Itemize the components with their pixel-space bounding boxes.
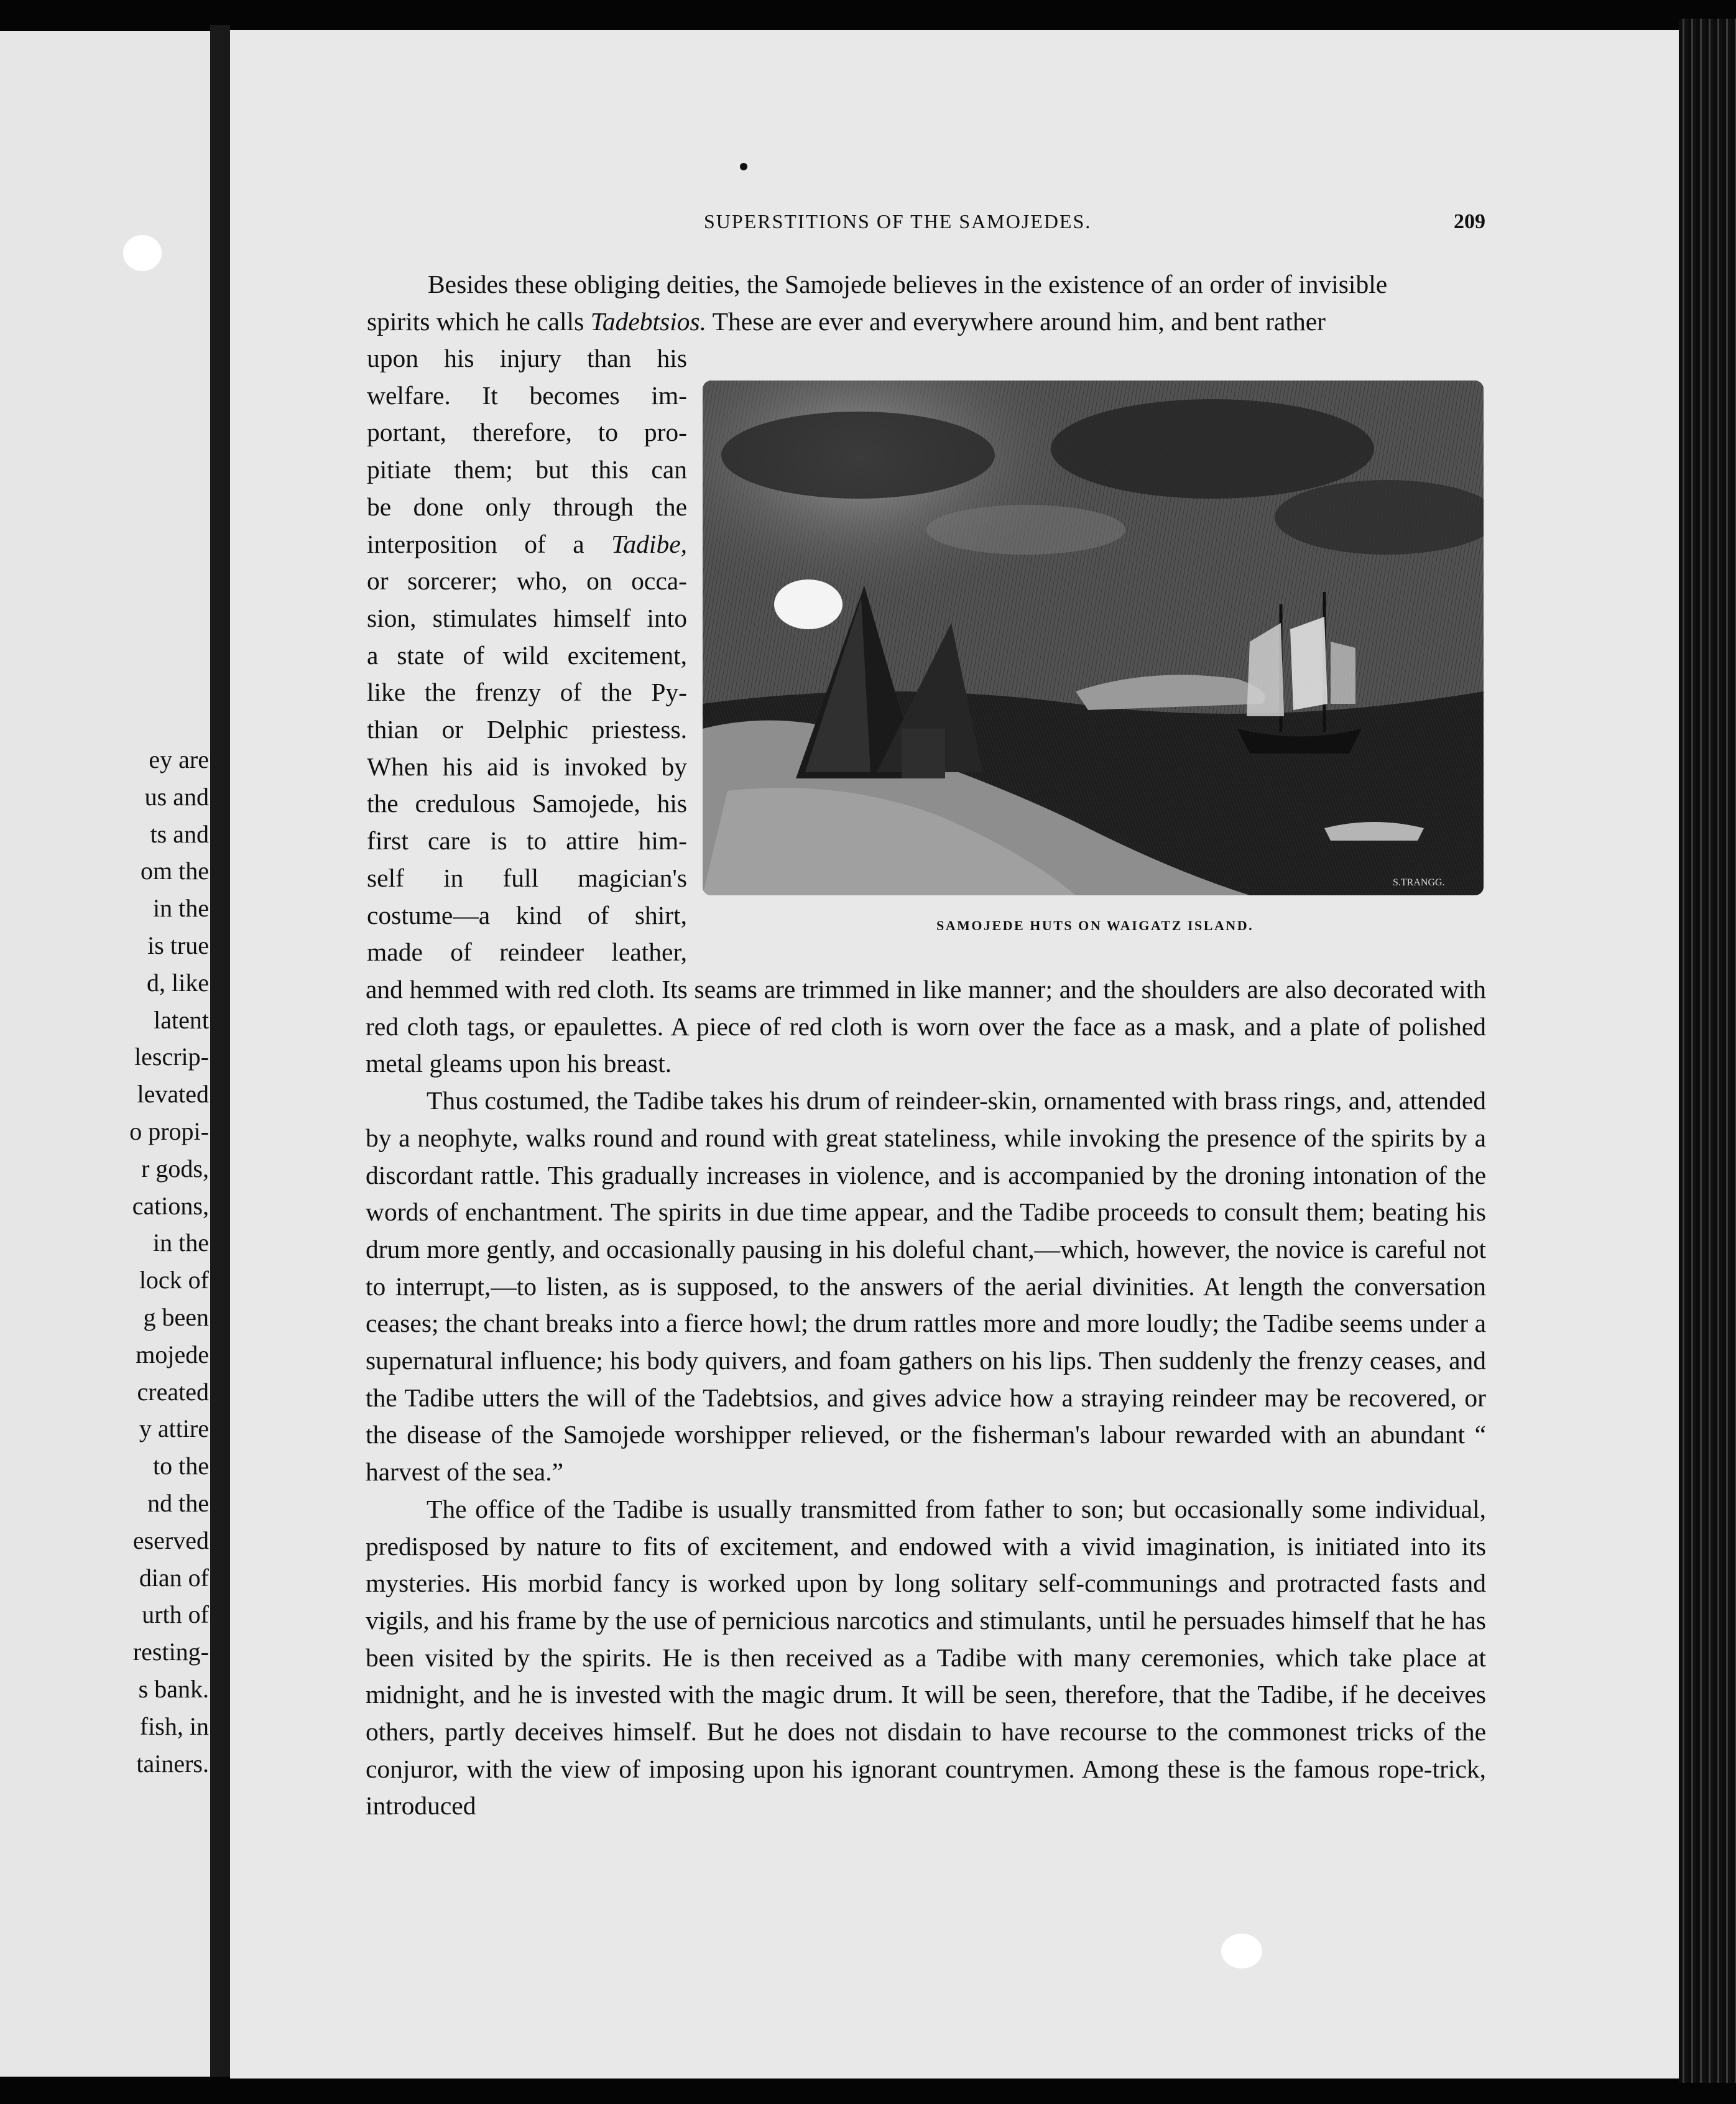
previous-page-line: in the: [153, 894, 209, 923]
previous-page-line: lock of: [139, 1266, 209, 1294]
previous-page-line: lescrip-: [134, 1043, 209, 1071]
intro-line-1: Besides these obliging deities, the Samojede believes in the existence of an order of invisible: [428, 270, 1388, 298]
beside-figure-line: upon his injury than his: [367, 344, 687, 372]
previous-page-line: us and: [144, 782, 209, 811]
previous-page-line: dian of: [139, 1563, 209, 1592]
paragraph-1-continuation: and hemmed with red cloth. Its seams are trimmed in like manner; and the shoulders are also decorated with red cloth tags, or epaulettes. A piece of red cloth is worn over the face as a mask, and a plate of polished metal gleams upon his breast.: [366, 975, 1486, 1078]
previous-page-line: y attire: [139, 1414, 209, 1443]
scan-artifact: [1221, 1934, 1262, 1968]
page-number: 209: [1454, 210, 1485, 233]
previous-page-line: cations,: [132, 1191, 209, 1220]
text-beside-figure: [367, 340, 687, 971]
beside-figure-line: be done only through the: [367, 492, 687, 521]
previous-page-line: o propi-: [129, 1117, 209, 1145]
previous-page-line: fish, in: [139, 1712, 209, 1740]
intro-line-2: [367, 303, 1486, 341]
previous-page-line: levated: [137, 1080, 209, 1109]
beside-figure-line: pitiate them; but this can: [367, 455, 687, 484]
previous-page-line: to the: [153, 1452, 209, 1480]
book-gutter: [210, 25, 230, 2077]
previous-page-line: tainers.: [136, 1749, 209, 1778]
italic-term: Tadebtsios.: [590, 307, 707, 336]
previous-page-line: ts and: [150, 819, 209, 848]
beside-figure-line: portant, therefore, to pro-: [367, 418, 687, 447]
ghost-line: [11, 298, 210, 336]
previous-page-line: r gods,: [141, 1154, 209, 1183]
previous-page-line: urth of: [142, 1600, 209, 1629]
beside-figure-line: interposition of a Tadibe,: [367, 529, 687, 558]
body-text: [366, 971, 1486, 1825]
previous-page-line: resting-: [132, 1638, 209, 1666]
previous-page-line: latent: [154, 1005, 209, 1034]
beside-figure-line: made of reindeer leather,: [367, 938, 687, 967]
beside-figure-line: a state of wild excitement,: [367, 640, 687, 670]
engraving-image: [703, 381, 1484, 895]
previous-page-line: eserved: [132, 1526, 209, 1554]
previous-page-line: d, like: [147, 968, 209, 997]
beside-figure-line: welfare. It becomes im-: [367, 381, 687, 410]
previous-page-line: in the: [153, 1229, 209, 1257]
paragraph-3: The office of the Tadibe is usually transmitted from father to son; but occasionally some individual, predisposed by nature to fits of excitement, and endowed with a vivid imagination, is initiated into its mysteries. His morbid fancy is worked upon by long solitary self-communings and protracted fasts and vigils, and his frame by the use of pernicious narcotics and stimulants, until he persuades himself that he has been visited by the spirits. He is then received as a Tadibe with many ceremonies, which take place at midnight, and he is invested with the magic drum. It will be seen, therefore, that the Tadibe, if he deceives others, partly deceives himself. But he does not disdain to have recourse to the commonest tricks of the conjuror, with the view of imposing upon his ignorant countrymen. Among these is the famous rope-trick, introduced: [366, 1494, 1486, 1820]
intro-text: These are ever and everywhere around him, and bent rather: [706, 307, 1326, 336]
scan-artifact: [740, 163, 747, 170]
beside-figure-line: first care is to attire him-: [367, 826, 687, 856]
previous-page-line: s bank.: [138, 1674, 209, 1703]
paragraph-2: Thus costumed, the Tadibe takes his drum of reindeer-skin, ornamented with brass rings, and, attended by a neophyte, walks round and round with great stateliness, while invoking the presence of the spirits by a discordant rattle. This gradually increases in violence, and is accompanied by the droning intonation of the words of enchantment. The spirits in due time appear, and the Tadibe proceeds to consult them; beating his drum more gently, and occasionally pausing in his doleful chant,—which, however, the novice is careful not to interrupt,—to listen, as is supposed, to the answers of the aerial divinities. At length the conversation ceases; the chant breaks into a fierce howl; the drum rattles more and more loudly; the Tadibe seems under a supernatural influence; his body quivers, and foam gathers on his lips. Then suddenly the frenzy ceases, and the Tadibe utters the will of the Tadebtsios, and gives advice how a straying reindeer may be recovered, or the disease of the Samojede worshipper relieved, or the fisherman's labour rewarded with an abundant “ harvest of the sea.”: [366, 1086, 1486, 1487]
beside-figure-line: or sorcerer; who, on occa-: [367, 566, 687, 596]
engraver-signature: S.TRANGG.: [1393, 877, 1445, 888]
beside-figure-line: When his aid is invoked by: [367, 752, 687, 781]
previous-page-line: created: [137, 1377, 209, 1406]
previous-page-line: is true: [147, 931, 209, 959]
previous-page-line: g been: [143, 1303, 209, 1331]
previous-page-line: mojede: [136, 1340, 209, 1368]
engraving-illustration: [703, 381, 1484, 895]
previous-page-line: ey are: [149, 745, 209, 773]
beside-figure-line: the credulous Samojede, his: [367, 789, 687, 818]
beside-figure-line: thian or Delphic priestess.: [367, 715, 687, 744]
previous-page-line: nd the: [147, 1488, 209, 1517]
previous-page-line: om the: [141, 857, 209, 885]
running-head: SUPERSTITIONS OF THE SAMOJEDES.: [704, 210, 1092, 233]
scan-artifact: [123, 235, 162, 271]
beside-figure-line: self in full magician's: [367, 863, 687, 892]
previous-page-line-endings: [0, 741, 210, 1782]
beside-figure-line: like the frenzy of the Py-: [367, 678, 687, 707]
figure-caption: SAMOJEDE HUTS ON WAIGATZ ISLAND.: [936, 918, 1254, 933]
beside-figure-line: sion, stimulates himself into: [367, 603, 687, 632]
intro-text: spirits which he calls: [367, 307, 591, 336]
beside-figure-line: costume—a kind of shirt,: [367, 900, 687, 930]
page-stack-edge: [1679, 19, 1736, 2083]
bleed-through-text: [11, 298, 210, 336]
paragraph-intro: [367, 266, 1486, 340]
previous-page-fragment: [0, 31, 210, 2077]
